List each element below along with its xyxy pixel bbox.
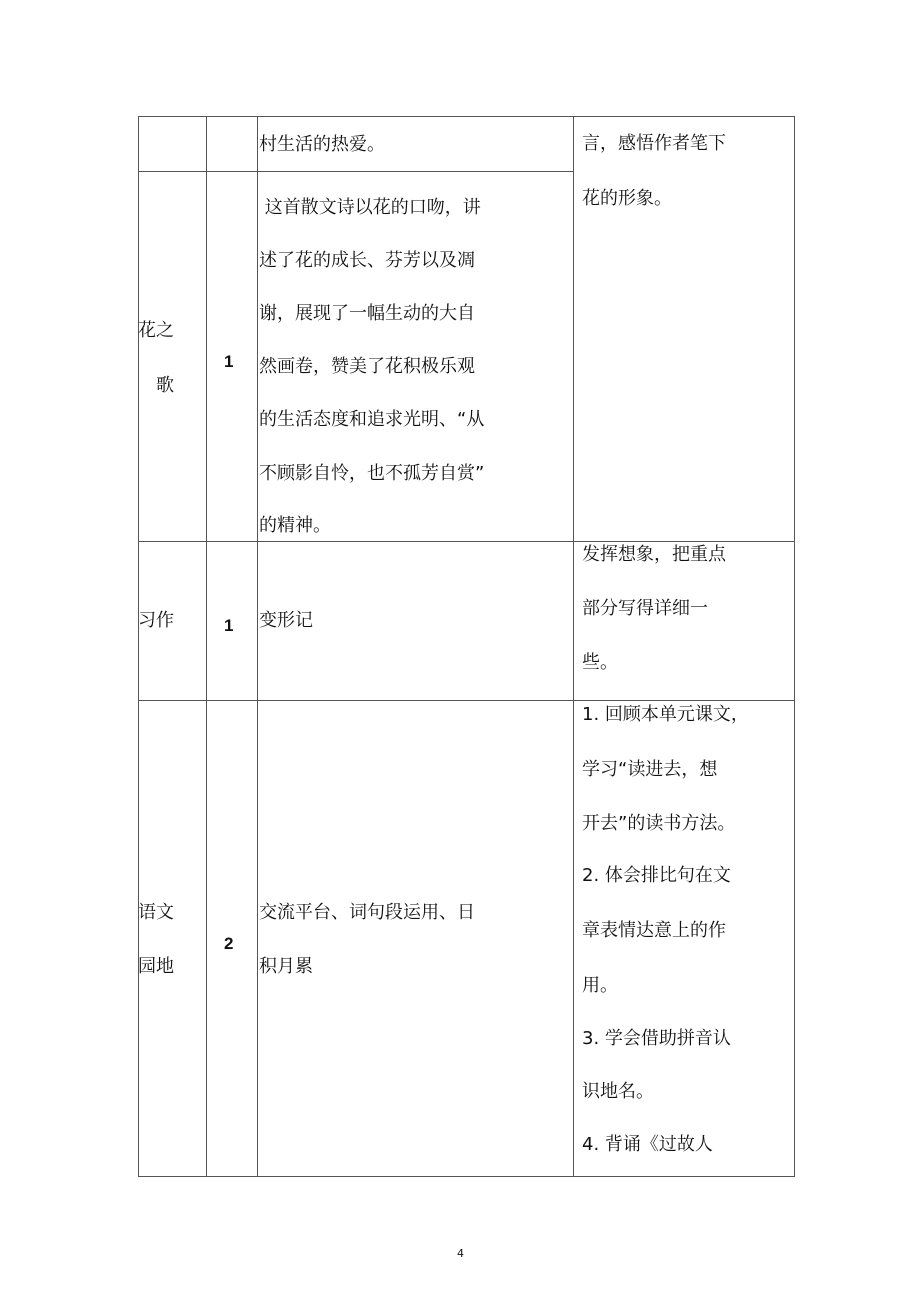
goal-line: 用。	[582, 975, 618, 996]
content-line: 不顾影自怜，也不孤芳自赏”	[259, 463, 485, 484]
goal-line: 花的形象。	[582, 188, 672, 209]
column-divider	[257, 116, 258, 1177]
table-border-left	[138, 116, 139, 1177]
content-line: 的生活态度和追求光明、“从	[259, 409, 485, 430]
goal-line: 2. 体会排比句在文	[582, 865, 731, 886]
goal-line: 部分写得详细一	[582, 598, 708, 619]
content-line: 变形记	[259, 610, 313, 631]
goal-line: 言，感悟作者笔下	[582, 133, 726, 154]
page-number: 4	[457, 1247, 464, 1260]
lesson-title: 语文	[138, 902, 174, 923]
goal-line: 章表情达意上的作	[582, 920, 726, 941]
goal-line: 学习“读进去，想	[582, 759, 718, 780]
row-divider	[138, 700, 795, 701]
row-divider	[138, 541, 795, 542]
content-line: 积月累	[259, 956, 313, 977]
class-hours: 1	[224, 616, 234, 635]
column-divider	[573, 116, 574, 1177]
goal-line: 些。	[582, 652, 618, 673]
content-line: 然画卷，赞美了花积极乐观	[259, 356, 475, 377]
table-border-top	[138, 116, 795, 117]
lesson-title: 习作	[138, 610, 174, 631]
content-line: 交流平台、词句段运用、日	[259, 902, 475, 923]
goal-line: 4. 背诵《过故人	[582, 1134, 713, 1155]
content-line: 的精神。	[259, 515, 331, 536]
class-hours: 1	[224, 352, 234, 371]
goal-line: 开去”的读书方法。	[582, 813, 736, 834]
table-border-right	[794, 116, 795, 1177]
table-border-bottom	[138, 1176, 795, 1177]
row-divider	[138, 171, 573, 172]
content-line: 村生活的热爱。	[259, 134, 385, 155]
content-line: 谢，展现了一幅生动的大自	[259, 303, 475, 324]
goal-line: 识地名。	[582, 1081, 654, 1102]
goal-line: 3. 学会借助拼音认	[582, 1028, 731, 1049]
class-hours: 2	[224, 934, 234, 953]
goal-line: 1. 回顾本单元课文，	[582, 704, 749, 725]
goal-line: 发挥想象，把重点	[582, 544, 726, 565]
lesson-title: 歌	[156, 375, 174, 396]
content-line: 述了花的成长、芬芳以及凋	[259, 250, 475, 271]
column-divider	[206, 116, 207, 1177]
lesson-title: 花之	[138, 320, 174, 341]
content-line: 这首散文诗以花的口吻，讲	[259, 197, 481, 218]
lesson-title: 园地	[138, 956, 174, 977]
